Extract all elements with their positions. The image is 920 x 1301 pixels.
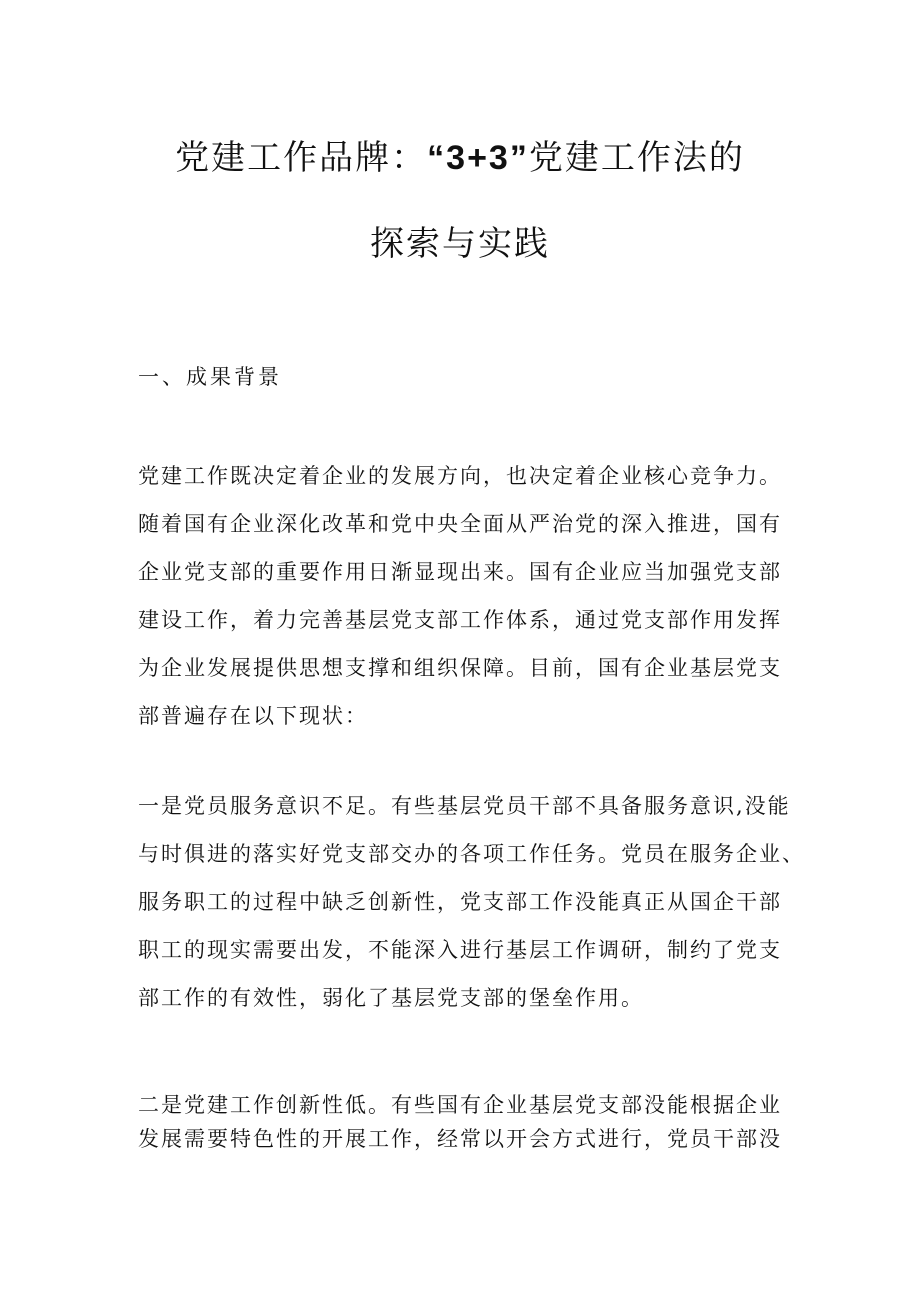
section-heading: 一、成果背景	[138, 365, 282, 389]
paragraph-line: 部工作的有效性，弱化了基层党支部的堡垒作用。	[138, 986, 644, 1010]
paragraph-line: 部普遍存在以下现状：	[138, 704, 368, 728]
document-title-line-1	[0, 138, 920, 178]
paragraph-line: 随着国有企业深化改革和党中央全面从严治党的深入推进，国有	[138, 512, 782, 536]
title-suffix: 党建工作法的	[528, 138, 745, 178]
paragraph-line: 二是党建工作创新性低。有些国有企业基层党支部没能根据企业	[138, 1093, 782, 1117]
paragraph-line: 一是党员服务意识不足。有些基层党员干部不具备服务意识,没能	[138, 794, 791, 818]
paragraph-line: 党建工作既决定着企业的发展方向，也决定着企业核心竞争力。	[138, 464, 782, 488]
paragraph-line: 与时俱进的落实好党支部交办的各项工作任务。党员在服务企业、	[138, 842, 805, 866]
paragraph-line: 建设工作，着力完善基层党支部工作体系，通过党支部作用发挥	[138, 608, 782, 632]
document-title-line-2: 探索与实践	[370, 224, 550, 264]
paragraph-point-two	[138, 1088, 798, 1156]
paragraph-background	[138, 452, 798, 740]
title-prefix: 党建工作品牌：	[175, 138, 428, 178]
paragraph-line: 为企业发展提供思想支撑和组织保障。目前，国有企业基层党支	[138, 656, 782, 680]
paragraph-line: 发展需要特色性的开展工作，经常以开会方式进行，党员干部没	[138, 1127, 782, 1151]
title-number: “3+3”	[427, 139, 529, 177]
paragraph-line: 企业党支部的重要作用日渐显现出来。国有企业应当加强党支部	[138, 560, 782, 584]
paragraph-point-one	[138, 782, 805, 1022]
paragraph-line: 职工的现实需要出发，不能深入进行基层工作调研，制约了党支	[138, 938, 782, 962]
paragraph-line: 服务职工的过程中缺乏创新性，党支部工作没能真正从国企干部	[138, 890, 782, 914]
